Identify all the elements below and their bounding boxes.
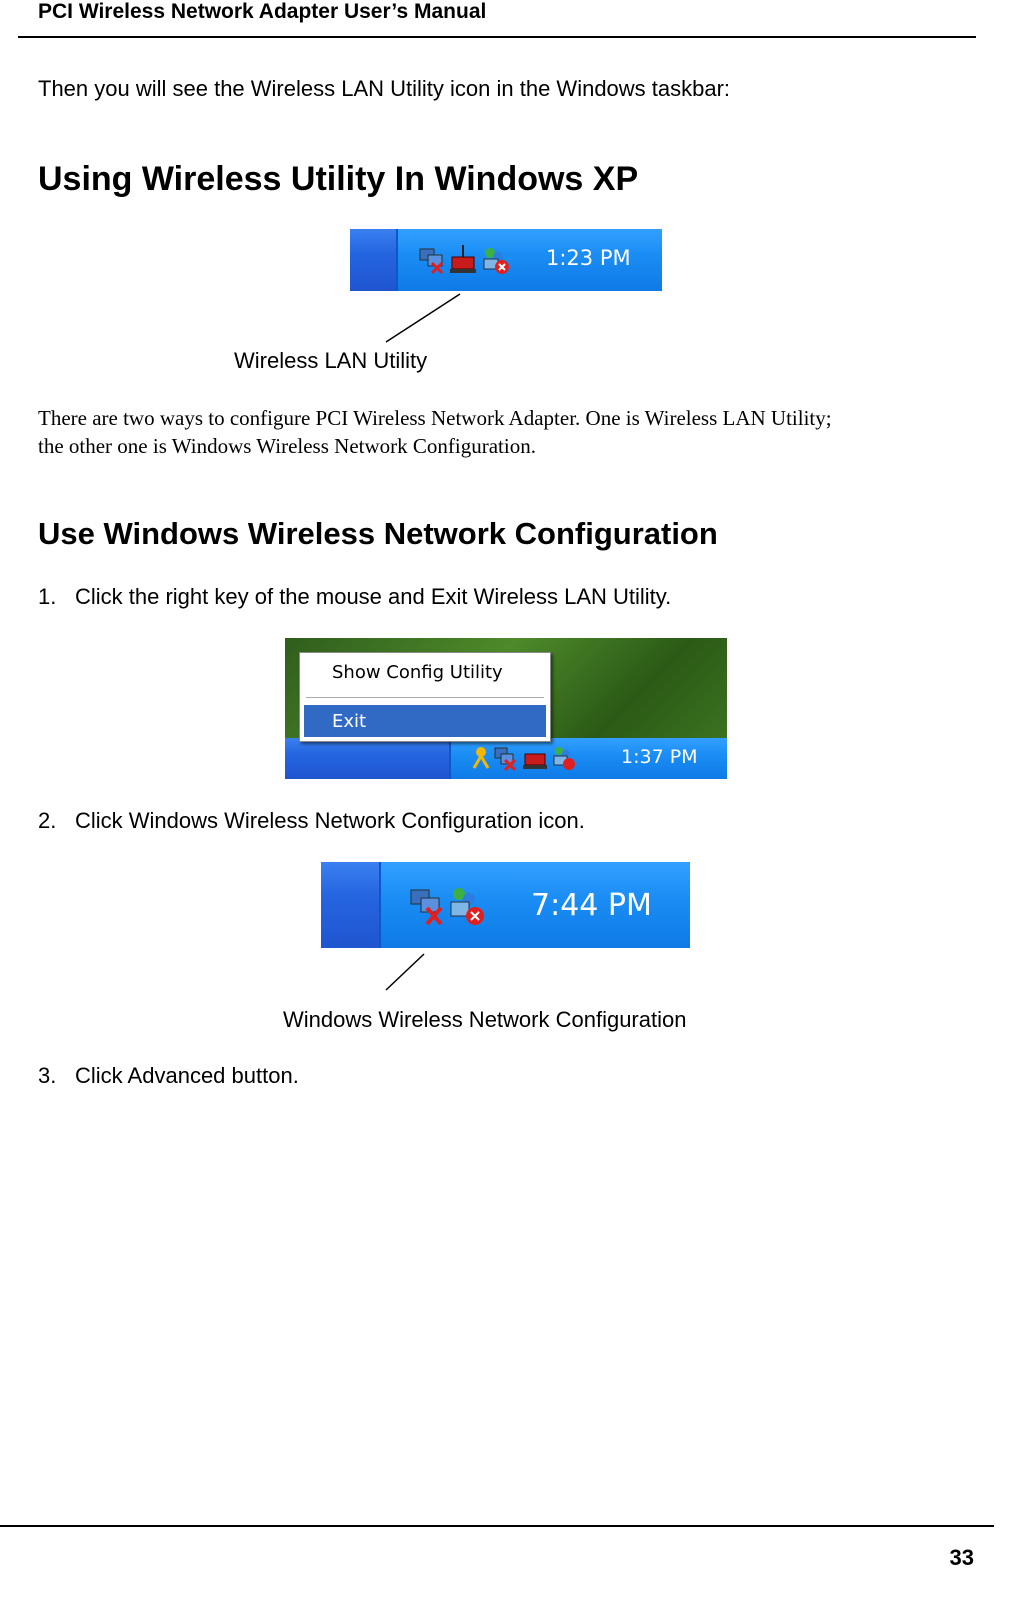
- callout-line-1: [380, 290, 470, 350]
- intro-text: Then you will see the Wireless LAN Utility icon in the Windows taskbar:: [38, 76, 731, 101]
- system-tray-2: [449, 738, 727, 779]
- wireless-network-config-icon: [554, 747, 575, 770]
- network-disconnected-icon: [411, 890, 441, 924]
- section-heading-xp: Using Wireless Utility In Windows XP: [38, 160, 639, 198]
- menu-item-show-config-utility: Show Config Utility: [332, 662, 503, 683]
- user-icon: [474, 747, 488, 768]
- taskbar-screenshot-1: [350, 229, 662, 291]
- page-number: 33: [949, 1545, 974, 1570]
- footer-rule: [0, 1525, 994, 1527]
- manual-header-title: PCI Wireless Network Adapter User’s Manual: [38, 0, 487, 23]
- menu-separator: [306, 697, 544, 698]
- section-heading-windows-config: Use Windows Wireless Network Configuration: [38, 516, 718, 551]
- step-1-number: 1.: [38, 584, 57, 609]
- caption-windows-wireless-config: Windows Wireless Network Configuration: [283, 1007, 687, 1032]
- step-2-text: Click Windows Wireless Network Configuration icon.: [75, 808, 585, 833]
- context-menu-screenshot: [285, 638, 727, 779]
- tray-icons-3: [409, 884, 489, 928]
- taskbar-screenshot-3: [321, 862, 690, 948]
- network-disconnected-icon: [495, 748, 515, 770]
- system-tray-3: [379, 862, 690, 948]
- taskbar-clock-3: 7:44 PM: [531, 888, 652, 923]
- context-menu: [299, 652, 551, 742]
- paragraph-line-1: There are two ways to configure PCI Wireless Network Adapter. One is Wireless LAN Utility;: [38, 406, 832, 430]
- callout-line-3: [380, 950, 430, 996]
- wireless-lan-utility-icon: [450, 245, 476, 273]
- taskbar-clock: 1:23 PM: [546, 246, 631, 270]
- step-1-text: Click the right key of the mouse and Exit Wireless LAN Utility.: [75, 584, 672, 609]
- step-3-number: 3.: [38, 1063, 57, 1088]
- wireless-network-config-icon: [484, 248, 509, 274]
- taskbar-strip-2: [285, 738, 727, 779]
- wireless-network-config-icon: [451, 888, 484, 925]
- wireless-lan-utility-icon: [523, 754, 547, 769]
- menu-item-exit: Exit: [332, 711, 367, 732]
- network-disconnected-icon: [420, 249, 442, 273]
- caption-wireless-lan-utility: Wireless LAN Utility: [234, 348, 428, 373]
- tray-icons-2: [471, 742, 601, 774]
- tray-icons: [418, 243, 518, 277]
- paragraph-line-2: the other one is Windows Wireless Network Configuration.: [38, 434, 536, 458]
- taskbar-clock-2: 1:37 PM: [621, 746, 698, 768]
- step-2-number: 2.: [38, 808, 57, 833]
- step-3-text: Click Advanced button.: [75, 1063, 299, 1088]
- header-rule: [18, 36, 976, 38]
- system-tray: [396, 229, 662, 291]
